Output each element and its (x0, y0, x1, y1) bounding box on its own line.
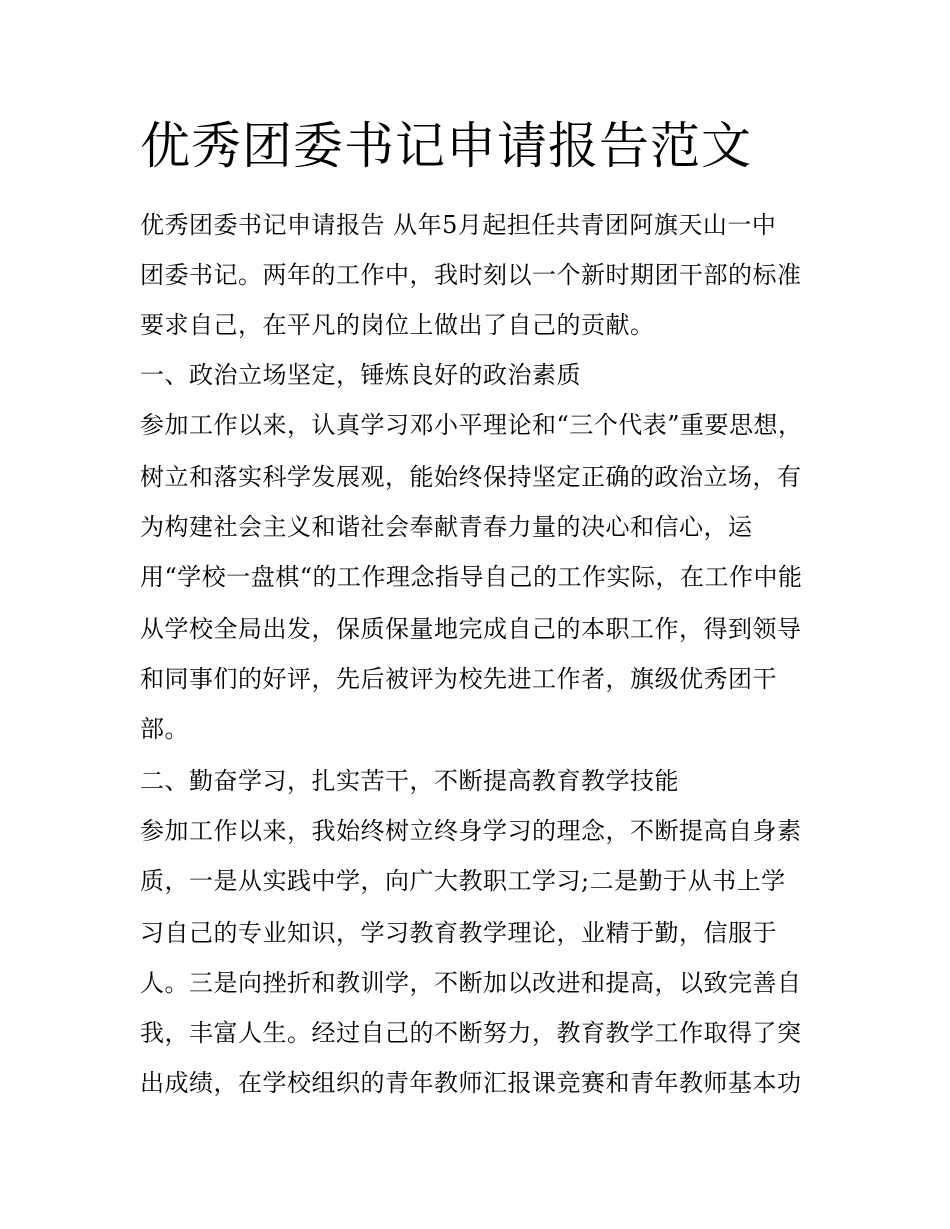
body-line: 习自己的专业知识，学习教育教学理论，业精于勤，信服于 (140, 919, 777, 947)
body-line: 人。三是向挫折和教训学，不断加以改进和提高，以致完善自 (140, 969, 802, 997)
body-line: 出成绩，在学校组织的青年教师汇报课竞赛和青年教师基本功 (140, 1069, 802, 1097)
section-heading: 二、勤奋学习，扎实苦干，不断提高教育教学技能 (140, 767, 679, 795)
body-line: 部。 (140, 715, 189, 743)
body-line: 和同事们的好评，先后被评为校先进工作者，旗级优秀团干 (140, 665, 777, 693)
body-line: 树立和落实科学发展观，能始终保持坚定正确的政治立场，有 (140, 463, 802, 491)
document-title: 优秀团委书记申请报告范文 (140, 117, 752, 175)
body-line: 优秀团委书记申请报告 从年5月起担任共青团阿旗天山一中 (140, 211, 777, 239)
body-line: 我，丰富人生。经过自己的不断努力，教育教学工作取得了突 (140, 1019, 802, 1047)
body-line: 质，一是从实践中学，向广大教职工学习;二是勤于从书上学 (140, 867, 786, 895)
body-line: 团委书记。两年的工作中，我时刻以一个新时期团干部的标准 (140, 261, 802, 289)
body-line: 参加工作以来，我始终树立终身学习的理念，不断提高自身素 (140, 817, 802, 845)
body-line: 要求自己，在平凡的岗位上做出了自己的贡献。 (140, 311, 655, 339)
body-line: 为构建社会主义和谐社会奉献青春力量的决心和信心，运 (140, 513, 753, 541)
section-heading: 一、政治立场坚定，锤炼良好的政治素质 (140, 361, 581, 389)
body-line: 从学校全局出发，保质保量地完成自己的本职工作，得到领导 (140, 615, 802, 643)
body-line: 用“学校一盘棋“的工作理念指导自己的工作实际，在工作中能 (140, 563, 803, 591)
body-line: 参加工作以来，认真学习邓小平理论和“三个代表”重要思想， (140, 411, 803, 439)
